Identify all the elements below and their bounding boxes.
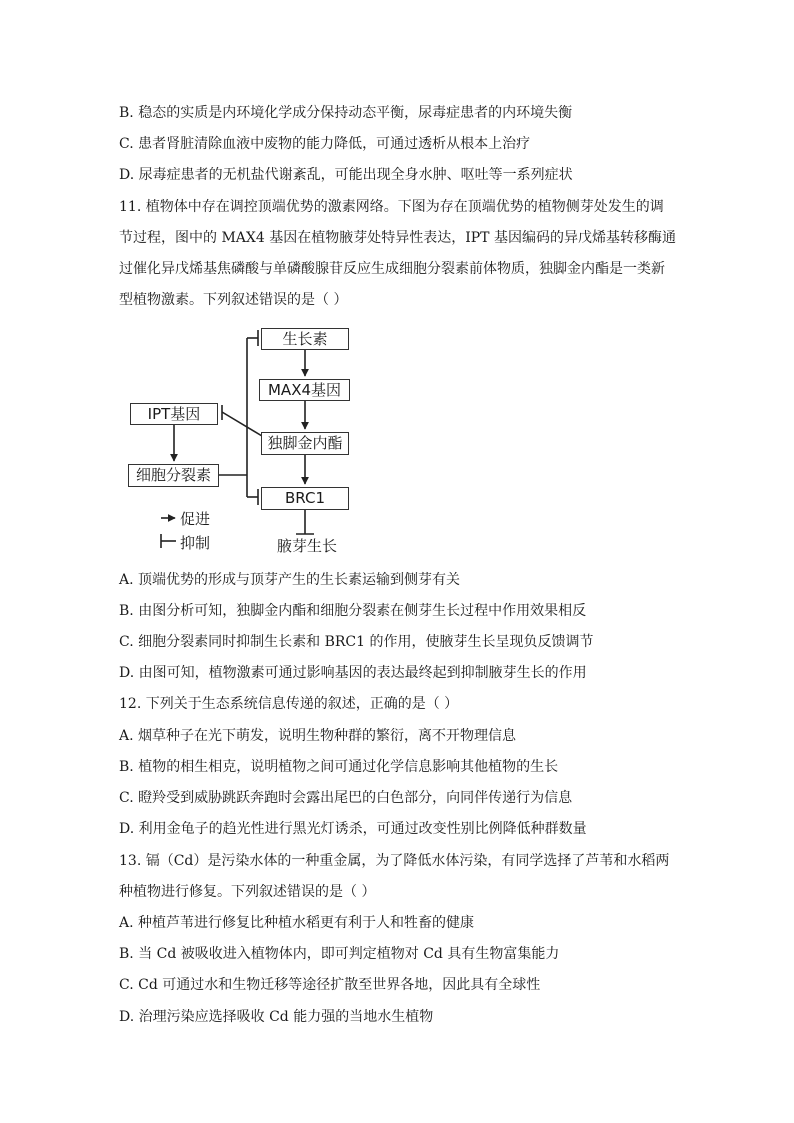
question-13-stem-line2: 种植物进行修复。下列叙述错误的是（ ）: [119, 884, 376, 900]
legend-inhibit-label: 抑制: [180, 534, 211, 552]
option-11c: C. 细胞分裂素同时抑制生长素和 BRC1 的作用，使腋芽生长呈现负反馈调节: [119, 634, 594, 650]
question-12-stem: 12. 下列关于生态系统信息传递的叙述，正确的是（ ）: [119, 696, 459, 712]
option-10d: D. 尿毒症患者的无机盐代谢紊乱，可能出现全身水肿、呕吐等一系列症状: [119, 167, 573, 183]
option-11b: B. 由图分析可知，独脚金内酯和细胞分裂素在侧芽生长过程中作用效果相反: [119, 603, 587, 619]
box-auxin: 生长素: [261, 328, 349, 350]
question-11-stem-line4: 型植物激素。下列叙述错误的是（ ）: [119, 292, 348, 308]
inhibit-strigolactone-ipt: [222, 412, 262, 436]
option-12c: C. 瞪羚受到威胁跳跃奔跑时会露出尾巴的白色部分，向同伴传递行为信息: [119, 790, 573, 806]
option-13c: C. Cd 可通过水和生物迁移等途径扩散至世界各地，因此具有全球性: [119, 977, 541, 993]
box-cytokinin: 细胞分裂素: [128, 464, 219, 487]
option-11d: D. 由图可知，植物激素可通过影响基因的表达最终起到抑制腋芽生长的作用: [119, 665, 587, 681]
option-13a: A. 种植芦苇进行修复比种植水稻更有利于人和牲畜的健康: [119, 915, 475, 931]
question-11-stem-line1: 11. 植物体中存在调控顶端优势的激素网络。下图为存在顶端优势的植物侧芽处发生的调: [119, 199, 664, 215]
box-ipt-gene: IPT基因: [130, 403, 218, 425]
option-12b: B. 植物的相生相克，说明植物之间可通过化学信息影响其他植物的生长: [119, 759, 559, 775]
box-brc1: BRC1: [261, 487, 349, 510]
label-axillary-bud-growth: 腋芽生长: [277, 537, 338, 555]
option-10b: B. 稳态的实质是内环境化学成分保持动态平衡，尿毒症患者的内环境失衡: [119, 105, 573, 121]
option-12d: D. 利用金龟子的趋光性进行黑光灯诱杀，可通过改变性别比例降低种群数量: [119, 821, 587, 837]
option-11a: A. 顶端优势的形成与顶芽产生的生长素运输到侧芽有关: [119, 572, 461, 588]
option-13d: D. 治理污染应选择吸收 Cd 能力强的当地水生植物: [119, 1009, 434, 1025]
legend-promote-label: 促进: [180, 510, 211, 528]
option-13b: B. 当 Cd 被吸收进入植物体内，即可判定植物对 Cd 具有生物富集能力: [119, 946, 560, 962]
box-max4-gene: MAX4基因: [259, 379, 350, 401]
question-11-stem-line3: 过催化异戊烯基焦磷酸与单磷酸腺苷反应生成细胞分裂素前体物质，独脚金内酯是一类新: [119, 261, 665, 277]
question-13-stem-line1: 13. 镉（Cd）是污染水体的一种重金属，为了降低水体污染，有同学选择了芦苇和水稻两: [119, 853, 670, 869]
option-12a: A. 烟草种子在光下萌发，说明生物种群的繁衍，离不开物理信息: [119, 728, 517, 744]
option-10c: C. 患者肾脏清除血液中废物的能力降低，可通过透析从根本上治疗: [119, 136, 531, 152]
box-strigolactone: 独脚金内酯: [261, 432, 349, 455]
question-11-stem-line2: 节过程，图中的 MAX4 基因在植物腋芽处特异性表达，IPT 基因编码的异戊烯基转移酶通: [119, 230, 676, 246]
